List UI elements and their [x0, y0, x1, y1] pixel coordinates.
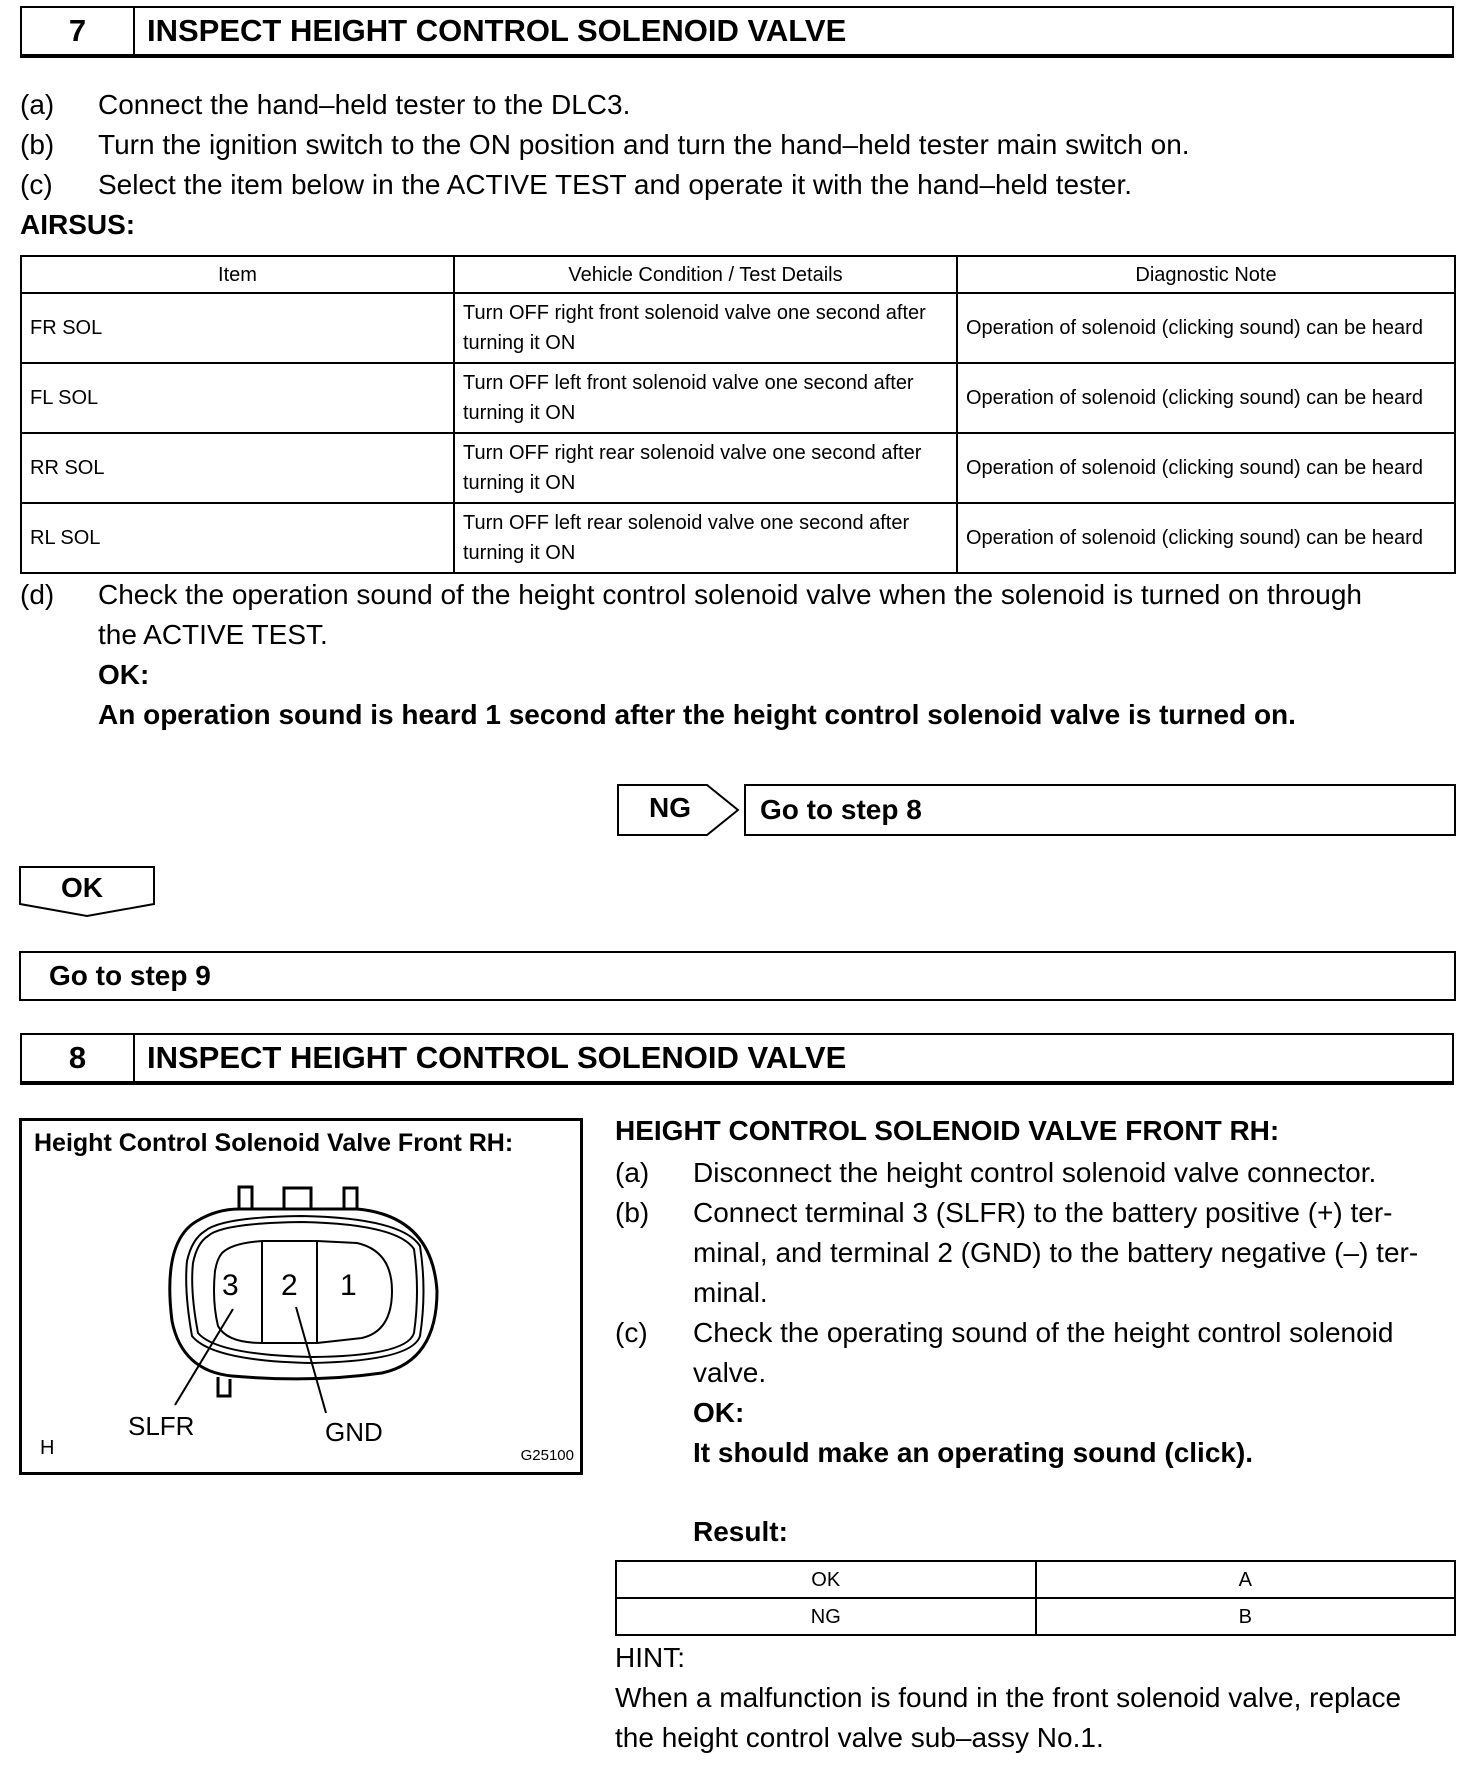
table-row — [21, 503, 1455, 573]
hint-text: When a malfunction is found in the front solenoid valve, replace — [615, 1682, 1402, 1713]
step-label: (a) — [20, 89, 55, 120]
result-table — [615, 1560, 1456, 1636]
step-text: Connect the hand–held tester to the DLC3. — [98, 89, 631, 120]
result-cell: NG — [616, 1598, 1036, 1635]
ok-criteria: An operation sound is heard 1 second after the height control solenoid valve is turned on. — [98, 699, 1296, 730]
step-text: Connect terminal 3 (SLFR) to the battery positive (+) ter- — [693, 1197, 1393, 1228]
table-header-row — [21, 256, 1455, 293]
ng-label: NG — [649, 792, 691, 823]
step-number: 7 — [22, 8, 135, 54]
result-cell: A — [1036, 1561, 1456, 1598]
cell-details: Turn OFF left front solenoid valve one second after turning it ON — [454, 363, 957, 433]
step-number: 8 — [22, 1035, 135, 1081]
result-cell: OK — [616, 1561, 1036, 1598]
cell-note: Operation of solenoid (clicking sound) can be heard — [957, 363, 1455, 433]
step-text: minal, and terminal 2 (GND) to the battery negative (–) ter- — [693, 1237, 1419, 1268]
cell-item: FL SOL — [21, 363, 454, 433]
table-row — [21, 433, 1455, 503]
hint-label: HINT: — [615, 1642, 685, 1673]
column-header: Diagnostic Note — [957, 256, 1455, 293]
step-text: Check the operation sound of the height control solenoid valve when the solenoid is turned on through — [98, 579, 1362, 610]
step-text: valve. — [693, 1357, 767, 1388]
pin-2: 2 — [281, 1269, 298, 1302]
pin-1: 1 — [340, 1269, 357, 1302]
figure-id: G25100 — [520, 1447, 574, 1464]
step-text: the ACTIVE TEST. — [98, 619, 328, 650]
cell-note: Operation of solenoid (clicking sound) can be heard — [957, 503, 1455, 573]
ok-label: OK: — [693, 1397, 745, 1428]
step-label: (d) — [20, 579, 55, 610]
connector-illustration — [22, 1121, 580, 1472]
result-label: Result: — [693, 1516, 788, 1547]
corner-label: H — [40, 1437, 55, 1459]
cell-note: Operation of solenoid (clicking sound) can be heard — [957, 433, 1455, 503]
step-text: Check the operating sound of the height control solenoid — [693, 1317, 1394, 1348]
step-7-header — [20, 6, 1454, 58]
column-header: Item — [21, 256, 454, 293]
step-label: (a) — [615, 1157, 650, 1188]
cell-item: RR SOL — [21, 433, 454, 503]
result-cell: B — [1036, 1598, 1456, 1635]
step-label: (c) — [20, 169, 53, 200]
column-header: Vehicle Condition / Test Details — [454, 256, 957, 293]
step-text: minal. — [693, 1277, 768, 1308]
ok-arrow — [19, 866, 157, 918]
cell-note: Operation of solenoid (clicking sound) can be heard — [957, 293, 1455, 363]
step-text: Turn the ignition switch to the ON position and turn the hand–held tester main switch on. — [98, 129, 1190, 160]
cell-item: RL SOL — [21, 503, 454, 573]
table-title: AIRSUS: — [20, 209, 136, 240]
hint-text: the height control valve sub–assy No.1. — [615, 1722, 1104, 1753]
step-label: (c) — [615, 1317, 648, 1348]
cell-item: FR SOL — [21, 293, 454, 363]
step-text: Disconnect the height control solenoid valve connector. — [693, 1157, 1377, 1188]
table-row — [616, 1598, 1455, 1635]
step-label: (b) — [615, 1197, 650, 1228]
step-8-header — [20, 1033, 1454, 1085]
cell-details: Turn OFF left rear solenoid valve one second after turning it ON — [454, 503, 957, 573]
slfr-label: SLFR — [128, 1411, 195, 1441]
active-test-table — [20, 255, 1456, 574]
gnd-label: GND — [325, 1417, 383, 1447]
step-label: (b) — [20, 129, 55, 160]
cell-details: Turn OFF right rear solenoid valve one second after turning it ON — [454, 433, 957, 503]
cell-details: Turn OFF right front solenoid valve one second after turning it ON — [454, 293, 957, 363]
section-title: HEIGHT CONTROL SOLENOID VALVE FRONT RH: — [615, 1115, 1280, 1146]
go-to-step-9-link[interactable]: Go to step 9 — [19, 951, 1456, 1001]
ng-arrow — [617, 784, 741, 836]
ok-criteria: It should make an operating sound (click). — [693, 1437, 1254, 1468]
table-row — [21, 363, 1455, 433]
step-text: Select the item below in the ACTIVE TEST and operate it with the hand–held tester. — [98, 169, 1133, 200]
ok-label: OK: — [98, 659, 150, 690]
table-row — [616, 1561, 1455, 1598]
step-title: INSPECT HEIGHT CONTROL SOLENOID VALVE — [147, 13, 847, 48]
step-title: INSPECT HEIGHT CONTROL SOLENOID VALVE — [147, 1040, 847, 1075]
ok-label: OK — [61, 872, 103, 903]
table-row — [21, 293, 1455, 363]
connector-diagram — [19, 1118, 583, 1475]
go-to-step-8-link[interactable]: Go to step 8 — [744, 784, 1456, 836]
diagram-title: Height Control Solenoid Valve Front RH: — [34, 1129, 514, 1157]
pin-3: 3 — [222, 1269, 239, 1302]
